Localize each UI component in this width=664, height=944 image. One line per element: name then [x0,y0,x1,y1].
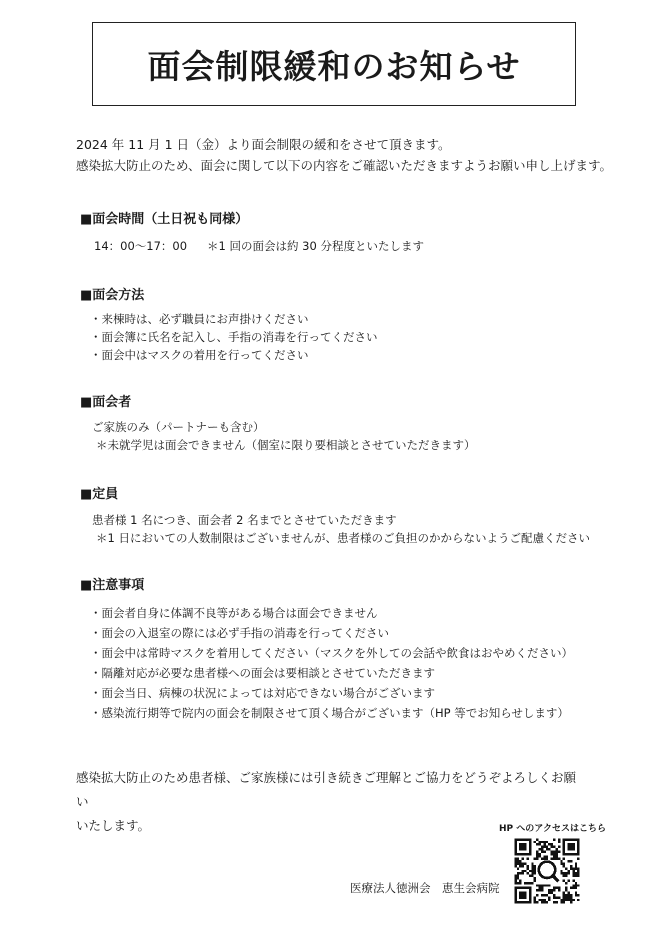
list-item: 患者様 1 名につき、面会者 2 名までとさせていただきます [92,513,397,527]
closing-line: いたします。 [76,818,151,833]
hp-access-label: HP へのアクセスはこちら [499,824,606,834]
organization-name: 医療法人徳洲会 恵生会病院 [350,881,500,895]
visiting-hours [94,237,424,255]
list-item: ・隔離対応が必要な患者様への面会は要相談とさせていただきます [90,666,435,680]
list-item: ・感染流行期等で院内の面会を制限させて頂く場合がございます（HP 等でお知らせします） [90,706,569,720]
title-box [92,22,576,106]
method-list [90,310,378,364]
hours-note: ＊1 回の面会は約 30 分程度といたします [207,239,424,253]
list-item: ・面会簿に氏名を記入し、手指の消毒を行ってください [90,330,378,344]
section-heading-notes: ■注意事項 [80,578,145,593]
section-heading-capacity: ■定員 [80,487,119,502]
page-title: 面会制限緩和のお知らせ [147,46,521,86]
visitors-list [92,418,476,454]
list-item: ＊1 日においての人数制限はございませんが、患者様のご負担のかからないようご配慮ください [96,531,590,545]
list-item: ・面会中は常時マスクを着用してください（マスクを外しての会話や飲食はおやめください） [90,646,573,660]
section-heading-time: ■面会時間（土日祝も同様） [80,212,249,227]
list-item: ご家族のみ（パートナーも含む） [92,420,265,434]
list-item: ・来棟時は、必ず職員にお声掛けください [90,312,309,326]
hours-value: 14：00～17：00 [94,239,188,253]
intro-line: 感染拡大防止のため、面会に関して以下の内容をご確認いただきますようお願い申し上げます。 [76,158,613,173]
notes-list [90,603,573,723]
list-item: ・面会中はマスクの着用を行ってください [90,348,309,362]
list-item: ・面会者自身に体調不良等がある場合は面会できません [90,606,378,620]
intro-line: 2024 年 11 月 1 日（金）より面会制限の緩和をさせて頂きます。 [76,137,451,152]
capacity-list [92,511,590,547]
list-item: ・面会の入退室の際には必ず手指の消毒を行ってください [90,626,389,640]
intro [76,134,612,176]
section-heading-method: ■面会方法 [80,288,145,303]
closing-line: 感染拡大防止のため患者様、ご家族様には引き続きご理解とご協力をどうぞよろしくお願い [76,770,577,809]
qr-code-icon[interactable] [512,836,582,906]
section-heading-visitors: ■面会者 [80,395,132,410]
list-item: ・面会当日、病棟の状況によっては対応できない場合がございます [90,686,435,700]
list-item: ＊未就学児は面会できません（個室に限り要相談とさせていただきます） [96,438,476,452]
